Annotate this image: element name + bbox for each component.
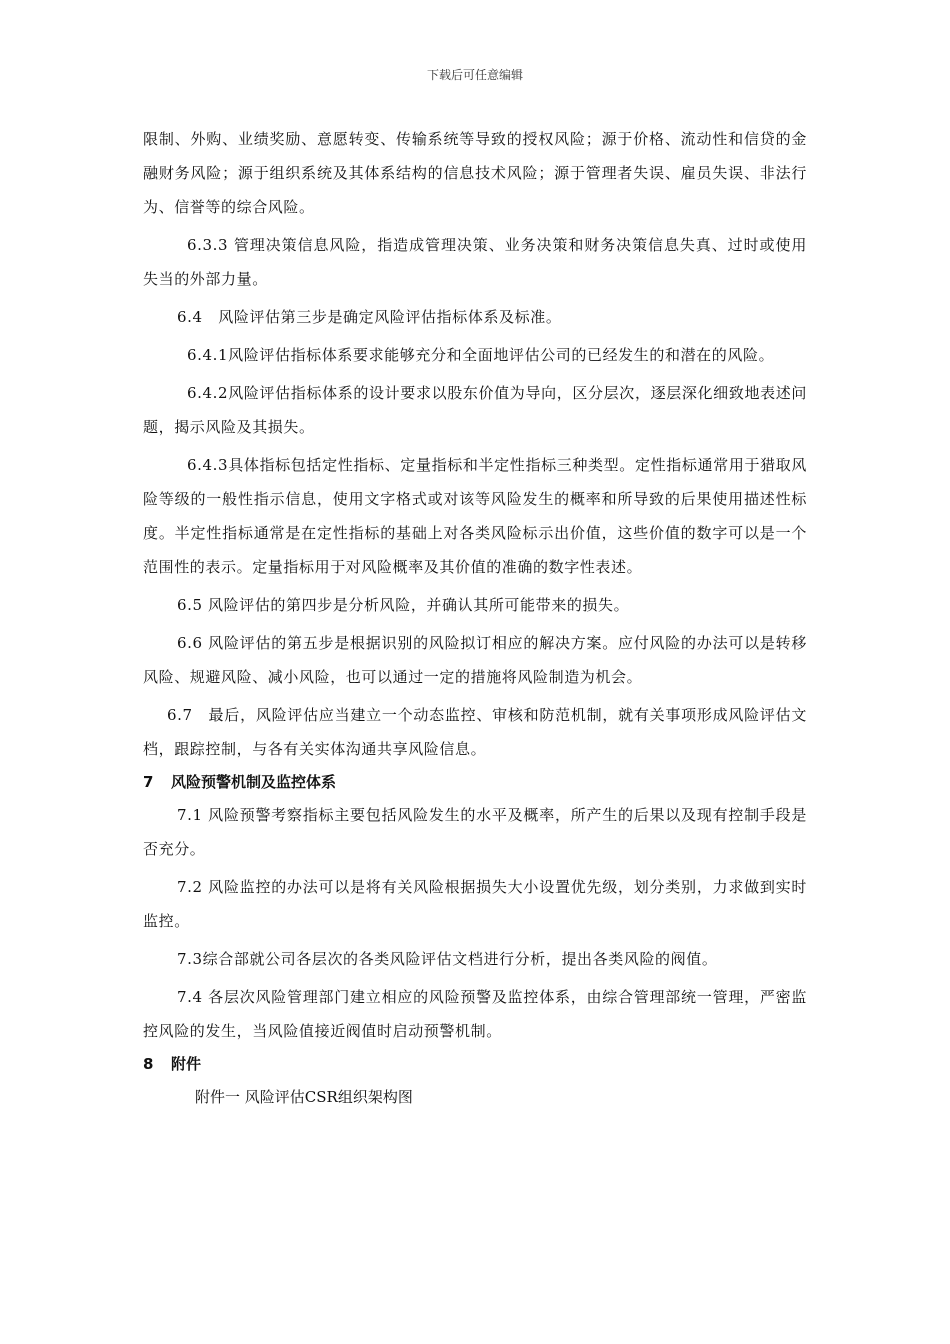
paragraph-7-1: 7.1 风险预警考察指标主要包括风险发生的水平及概率，所产生的后果以及现有控制手段是否充分。 [143,806,807,858]
paragraph-6-4-3: 6.4.3具体指标包括定性指标、定量指标和半定性指标三种类型。定性指标通常用于猎取风险等级的一般性指示信息，使用文字格式或对该等风险发生的概率和所导致的后果使用描述性标度。半定性指标通常是在定性指标的基础上对各类风险标示出价值，这些价值的数字可以是一个范围性的表示。定量指标用于对风险概率及其价值的准确的数字性表述。 [143,456,807,576]
paragraph-6-4: 6.4 风险评估第三步是确定风险评估指标体系及标准。 [177,308,562,326]
paragraph-6-5: 6.5 风险评估的第四步是分析风险，并确认其所可能带来的损失。 [177,596,630,614]
paragraph-7-4: 7.4 各层次风险管理部门建立相应的风险预警及监控体系，由综合管理部统一管理，严密监控风险的发生，当风险值接近阀值时启动预警机制。 [143,988,807,1040]
paragraph-6-3-3: 6.3.3 管理决策信息风险，指造成管理决策、业务决策和财务决策信息失真、过时或使用失当的外部力量。 [143,236,807,288]
paragraph-6-6: 6.6 风险评估的第五步是根据识别的风险拟订相应的解决方案。应付风险的办法可以是转移风险、规避风险、减小风险，也可以通过一定的措施将风险制造为机会。 [143,634,807,686]
attachment-item: 附件一 风险评估CSR组织架构图 [195,1088,413,1106]
section-7-heading [143,770,807,794]
paragraph-risk-sources: 限制、外购、业绩奖励、意愿转变、传输系统等导致的授权风险；源于价格、流动性和信贷的金融财务风险；源于组织系统及其体系结构的信息技术风险；源于管理者失误、雇员失误、非法行为、信誉等的综合风险。 [143,130,807,216]
section-8-heading [143,1052,807,1076]
paragraph-6-4-2: 6.4.2风险评估指标体系的设计要求以股东价值为导向，区分层次，逐层深化细致地表述问题，揭示风险及其损失。 [143,384,807,436]
paragraph-6-7: 6.7 最后，风险评估应当建立一个动态监控、审核和防范机制，就有关事项形成风险评估文档，跟踪控制，与各有关实体沟通共享风险信息。 [143,706,807,758]
section-7-number: 7 [143,773,154,791]
paragraph-6-4-1: 6.4.1风险评估指标体系要求能够充分和全面地评估公司的已经发生的和潜在的风险。 [187,346,775,364]
paragraph-7-3: 7.3综合部就公司各层次的各类风险评估文档进行分析，提出各类风险的阀值。 [177,950,718,968]
paragraph-7-2: 7.2 风险监控的办法可以是将有关风险根据损失大小设置优先级，划分类别，力求做到实时监控。 [143,878,807,930]
section-7-title: 风险预警机制及监控体系 [171,773,337,791]
section-8-number: 8 [143,1055,154,1073]
page-header-watermark: 下载后可任意编辑 [426,68,523,82]
section-8-title: 附件 [171,1055,202,1073]
document-body [143,122,807,1114]
